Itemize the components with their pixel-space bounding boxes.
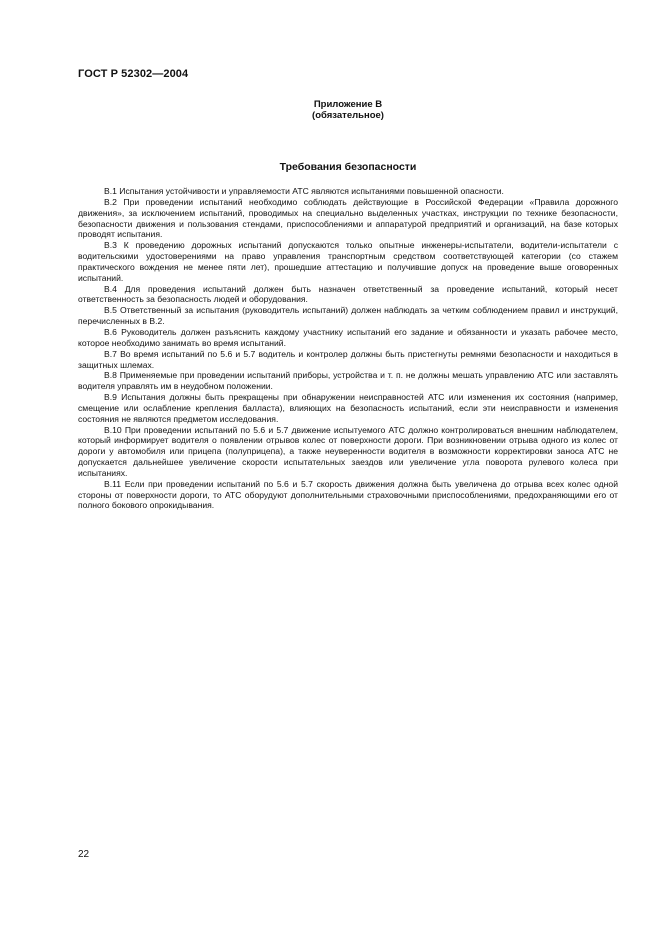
paragraph-b3: В.3 К проведению дорожных испытаний допускаются только опытные инженеры-испытатели, водители-испытатели с водительскими удостоверениями на право управления транспортным средством соответствующей категории (со стажем практического вождения не менее пяти лет), прошедшие аттестацию и получившие допуск на проведение выше оговоренных испытаний.: [78, 240, 618, 283]
paragraph-b9: В.9 Испытания должны быть прекращены при обнаружении неисправностей АТС или изменения их состояния (например, смещение или ослабление крепления балласта), влияющих на безопасность испытаний, если эти неисправности и изменения состояния не являются предметом исследования.: [78, 392, 618, 424]
section-title: Требования безопасности: [279, 161, 417, 173]
paragraph-b10: В.10 При проведении испытаний по 5.6 и 5.7 движение испытуемого АТС должно контролироваться внешним наблюдателем, который информирует водителя о появлении отрывов колес от поверхности дороги. При возникновении отрыва одного из колес от дороги у автомобиля или прицепа (полуприцепа), а также неуверенности водителя в возможности корректировки заноса АТС не допускается дальнейшее увеличение скорости испытательных заездов или увеличение угла поворота рулевого колеса при испытаниях.: [78, 424, 618, 478]
paragraph-b8: В.8 Применяемые при проведении испытаний приборы, устройства и т. п. не должны мешать управлению АТС или заставлять водителя управлять им в неудобном положении.: [78, 370, 618, 392]
paragraph-b7: В.7 Во время испытаний по 5.6 и 5.7 водитель и контролер должны быть пристегнуты ремнями безопасности и находиться в защитных шлемах.: [78, 348, 618, 370]
paragraph-b2: В.2 При проведении испытаний необходимо соблюдать действующие в Российской Федерации «Правила дорожного движения», за исключением испытаний, проводимых на специально выделенных участках, инструкции по технике безопасности, безопасности движения и пользования стендами, приспособлениями и аппаратурой предприятий и организаций, на базе которых проводят испытания.: [78, 196, 618, 240]
appendix-title: Приложение В: [313, 99, 383, 110]
appendix-type: (обязательное): [312, 110, 384, 121]
paragraph-b6: В.6 Руководитель должен разъяснить каждому участнику испытаний его задание и обязанности и указать рабочее место, которое необходимо занимать во время испытаний.: [78, 326, 618, 348]
page-number: 22: [78, 849, 90, 860]
paragraph-b4: В.4 Для проведения испытаний должен быть назначен ответственный за проведение испытаний, который несет ответственность за безопасность людей и оборудования.: [78, 283, 618, 305]
document-body: [78, 186, 618, 511]
paragraph-b11: В.11 Если при проведении испытаний по 5.6 и 5.7 скорость движения должна быть увеличена до отрыва всех колес одной стороны от поверхности дороги, то АТС оборудуют дополнительными страховочными приспособлениями, предохраняющими его от полного бокового опрокидывания.: [78, 478, 618, 511]
paragraph-b1: В.1 Испытания устойчивости и управляемости АТС являются испытаниями повышенной опасности.: [104, 186, 504, 196]
document-code-header: ГОСТ Р 52302—2004: [78, 68, 189, 80]
paragraph-b5: В.5 Ответственный за испытания (руководитель испытаний) должен наблюдать за четким соблюдением правил и инструкций, перечисленных в В.2.: [78, 305, 618, 327]
